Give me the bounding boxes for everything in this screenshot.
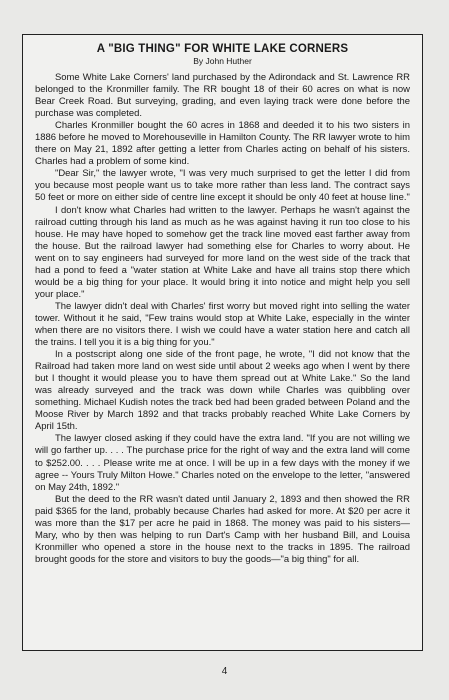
paragraph-4: I don't know what Charles had written to the lawyer. Perhaps he wasn't against the railroad cutting through his land as much as he was against having it run too close to his house. He may have hoped to somehow get the track line moved east farther away from the house. But the railroad lawyer had something else for Charles to worry about. He went on to say engineers had surveyed for more land on the west side of the track that had a pond to feed a "water station at White Lake and have all trains stop there which would be a big thing for your place. It would bring it into notice and might help you sell your place."	[35, 204, 410, 300]
article-frame	[22, 34, 423, 651]
article-body	[35, 72, 410, 566]
paragraph-7: The lawyer closed asking if they could have the extra land. "If you are not willing we will go farther up. . . . The purchase price for the right of way and the extra land will come to $252.00. . . . Please write me at once. I will be up in a few days with the money if we agree -- Yours Truly Milton Howe." Charles noted on the envelope to the letter, "answered on May 24th, 1892."	[35, 433, 410, 493]
article-byline: By John Huther	[193, 56, 252, 66]
paragraph-2: Charles Kronmiller bought the 60 acres in 1868 and deeded it to his two sisters in 1886 before he moved to Morehouseville in Hamilton County. The RR lawyer wrote to him there on May 21, 1892 after getting a letter from Charles acting on behalf of his sisters. Charles had a problem of some kind.	[35, 120, 410, 168]
paragraph-5: The lawyer didn't deal with Charles' first worry but moved right into selling the water tower. Without it he said, "Few trains would stop at White Lake, especially in the winter when there are no visitors there. I wish we could have a water station here and catch all the trains. I tell you it is a big thing for you."	[35, 300, 410, 349]
paragraph-6: In a postscript along one side of the front page, he wrote, "I did not know that the Railroad had taken more land on west side until about 2 weeks ago when I went by there but I thought it would please you to have them spread out at White Lake." So the land was already surveyed and the track was down while Charles was quibbling over something. Michael Kudish notes the track bed had been graded between Poland and the Moose River by March 1892 and that tracks probably reached White Lake Corners by April 15th.	[35, 349, 410, 433]
article-title: A "BIG THING" FOR WHITE LAKE CORNERS	[96, 43, 349, 55]
paragraph-1: Some White Lake Corners' land purchased by the Adirondack and St. Lawrence RR belonged to the Kronmiller family. The RR bought 18 of their 60 acres on what is now Bear Creek Road. But surveying, grading, and even laying track were done before the purchase was completed.	[35, 72, 410, 120]
paragraph-8: But the deed to the RR wasn't dated until January 2, 1893 and then showed the RR paid $365 for the land, probably because Charles had asked for more. At $20 per acre it was more than the $17 per acre he paid in 1868. The money was paid to his sisters—Mary, who by then was helping to run Dart's Camp with her husband Bill, and Louisa Kronmiller who opened a store in the house next to the tracks in 1895. The railroad brought goods for the store and visitors to buy the goods—"a big thing" for all.	[35, 493, 410, 565]
page-number: 4	[221, 666, 228, 677]
paragraph-3: "Dear Sir," the lawyer wrote, "I was very much surprised to get the letter I did from you because most people want us to take more rather than less land. The contract says 50 feet or more on either side of centre line except it should be only 40 feet at house line."	[35, 168, 410, 204]
